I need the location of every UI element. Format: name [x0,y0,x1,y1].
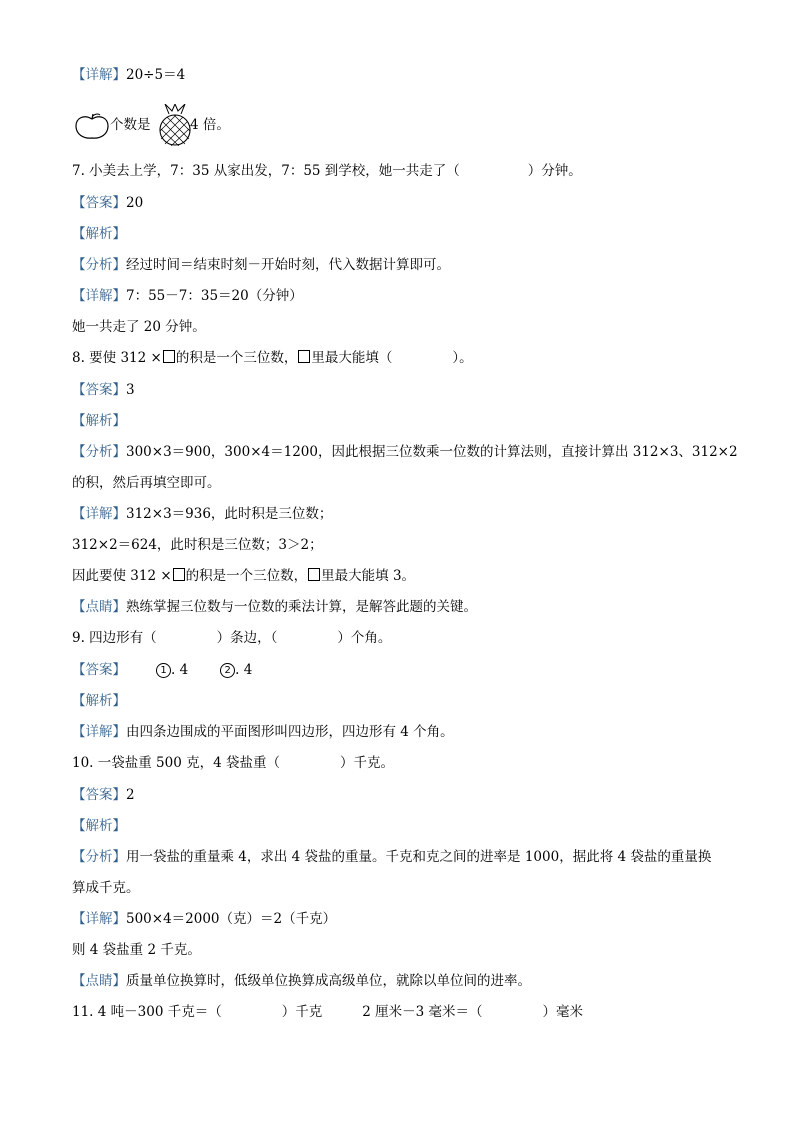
q8-question-c: 里最大能填（ [311,350,393,366]
analysis-tag: 【分析】 [72,849,126,865]
q7-question-a: 7. 小美去上学，7：35 从家出发，7：55 到学校，她一共走了（ [72,163,460,179]
q10-answer [72,786,135,804]
q9-question [72,629,391,647]
q8-question-b: 的积是一个三位数， [175,350,298,366]
q10-analysis-line2: 算成千克。 [72,880,140,896]
q8-point [72,598,477,616]
detail-tag: 【详解】 [72,724,126,740]
q8-line3-a: 因此要使 312 × [72,568,172,584]
q9-answer-2: . 4 [235,662,253,678]
q9-question-b: ）条边，（ [216,630,278,646]
analysis-head-tag: 【解析】 [72,693,126,709]
apple-icon [74,113,110,141]
q7-analysis-text: 经过时间＝结束时刻－开始时刻，代入数据计算即可。 [126,257,450,273]
analysis-tag: 【分析】 [72,257,126,273]
analysis-head-tag: 【解析】 [72,413,126,429]
q8-analysis-line2: 的积，然后再填空即可。 [72,475,221,491]
q8-line3 [72,567,415,585]
q8-detail-text: 312×3＝936，此时积是三位数； [126,506,333,522]
q11-part-d: ）毫米 [542,1004,583,1020]
q8-analysis-head [72,412,126,430]
q9-question-a: 9. 四边形有（ [72,630,157,646]
q10-point-text: 质量单位换算时，低级单位换算成高级单位，就除以单位间的进率。 [126,973,531,989]
q8-answer [72,381,135,399]
q8-question [72,349,473,367]
blank-box [163,350,175,363]
q11-question [72,1003,583,1021]
q8-line3-b: 的积是一个三位数， [185,568,308,584]
blank-box [308,568,320,581]
q8-line3-c: 里最大能填 3。 [321,568,416,584]
analysis-head-tag: 【解析】 [72,818,126,834]
q10-point [72,972,531,990]
q8-line2: 312×2＝624，此时积是三位数；3＞2； [72,537,323,553]
q8-question-a: 8. 要使 312 × [72,350,162,366]
q6-detail-text: 20÷5＝4 [126,67,186,83]
q7-answer [72,194,143,212]
q7-answer-value: 20 [126,195,144,211]
q9-detail-text: 由四条边围成的平面图形叫四边形，四边形有 4 个角。 [126,724,454,740]
q10-detail [72,910,336,928]
q7-question [72,162,582,180]
pineapple-icon [157,104,193,146]
q8-analysis-line1 [72,443,738,461]
detail-tag: 【详解】 [72,911,126,927]
q10-conclusion: 则 4 袋盐重 2 千克。 [72,942,201,958]
q8-question-d: ）。 [452,350,473,366]
q10-detail-text: 500×4＝2000（克）＝2（千克） [126,911,337,927]
q7-analysis [72,256,450,274]
q9-detail [72,723,454,741]
q8-detail [72,505,332,523]
answer-tag: 【答案】 [72,787,126,803]
q9-analysis-head [72,692,126,710]
analysis-tag: 【分析】 [72,444,126,460]
point-tag: 【点睛】 [72,973,126,989]
q10-question-a: 10. 一袋盐重 500 克，4 袋盐重（ [72,755,280,771]
answer-tag: 【答案】 [72,382,126,398]
circled-number: 1 [156,663,171,678]
q8-answer-value: 3 [126,382,135,398]
q10-question-b: ）千克。 [340,755,394,771]
detail-tag: 【详解】 [72,506,126,522]
answer-tag: 【答案】 [72,195,126,211]
q7-conclusion: 她一共走了 20 分钟。 [72,319,206,335]
q9-answer [72,661,252,679]
circled-number: 2 [220,663,235,678]
q9-answer-1: . 4 [171,662,189,678]
detail-tag: 【详解】 [72,288,126,304]
q8-analysis-text: 300×3＝900，300×4＝1200，因此根据三位数乘一位数的计算法则，直接计算出 312×3、312×2 [126,444,738,460]
detail-tag: 【详解】 [72,67,126,83]
q11-part-a: 11. 4 吨－300 千克＝（ [72,1004,222,1020]
q10-analysis-line1 [72,848,711,866]
q7-detail-text: 7：55－7：35＝20（分钟） [126,288,303,304]
q10-question [72,754,394,772]
analysis-head-tag: 【解析】 [72,226,126,242]
q10-analysis-head [72,817,126,835]
q11-part-c: 2 厘米－3 毫米＝（ [362,1004,483,1020]
answer-tag: 【答案】 [72,662,126,678]
blank-box [173,568,185,581]
q8-point-text: 熟练掌握三位数与一位数的乘法计算，是解答此题的关键。 [126,599,477,615]
q7-question-b: ）分钟。 [527,163,582,179]
q7-analysis-head [72,225,126,243]
q6-fig-text-a: 个数是 [110,117,151,133]
q10-analysis-text: 用一袋盐的重量乘 4，求出 4 袋盐的重量。千克和克之间的进率是 1000，据此将 4 袋盐的重量换 [126,849,712,865]
q10-answer-value: 2 [126,787,135,803]
q7-detail [72,287,303,305]
point-tag: 【点睛】 [72,599,126,615]
blank-box [298,350,310,363]
q11-part-b: ）千克 [281,1004,323,1020]
q6-fig-text-b: 4 倍。 [190,117,230,133]
q6-detail [72,66,185,84]
q9-question-c: ）个角。 [337,630,392,646]
